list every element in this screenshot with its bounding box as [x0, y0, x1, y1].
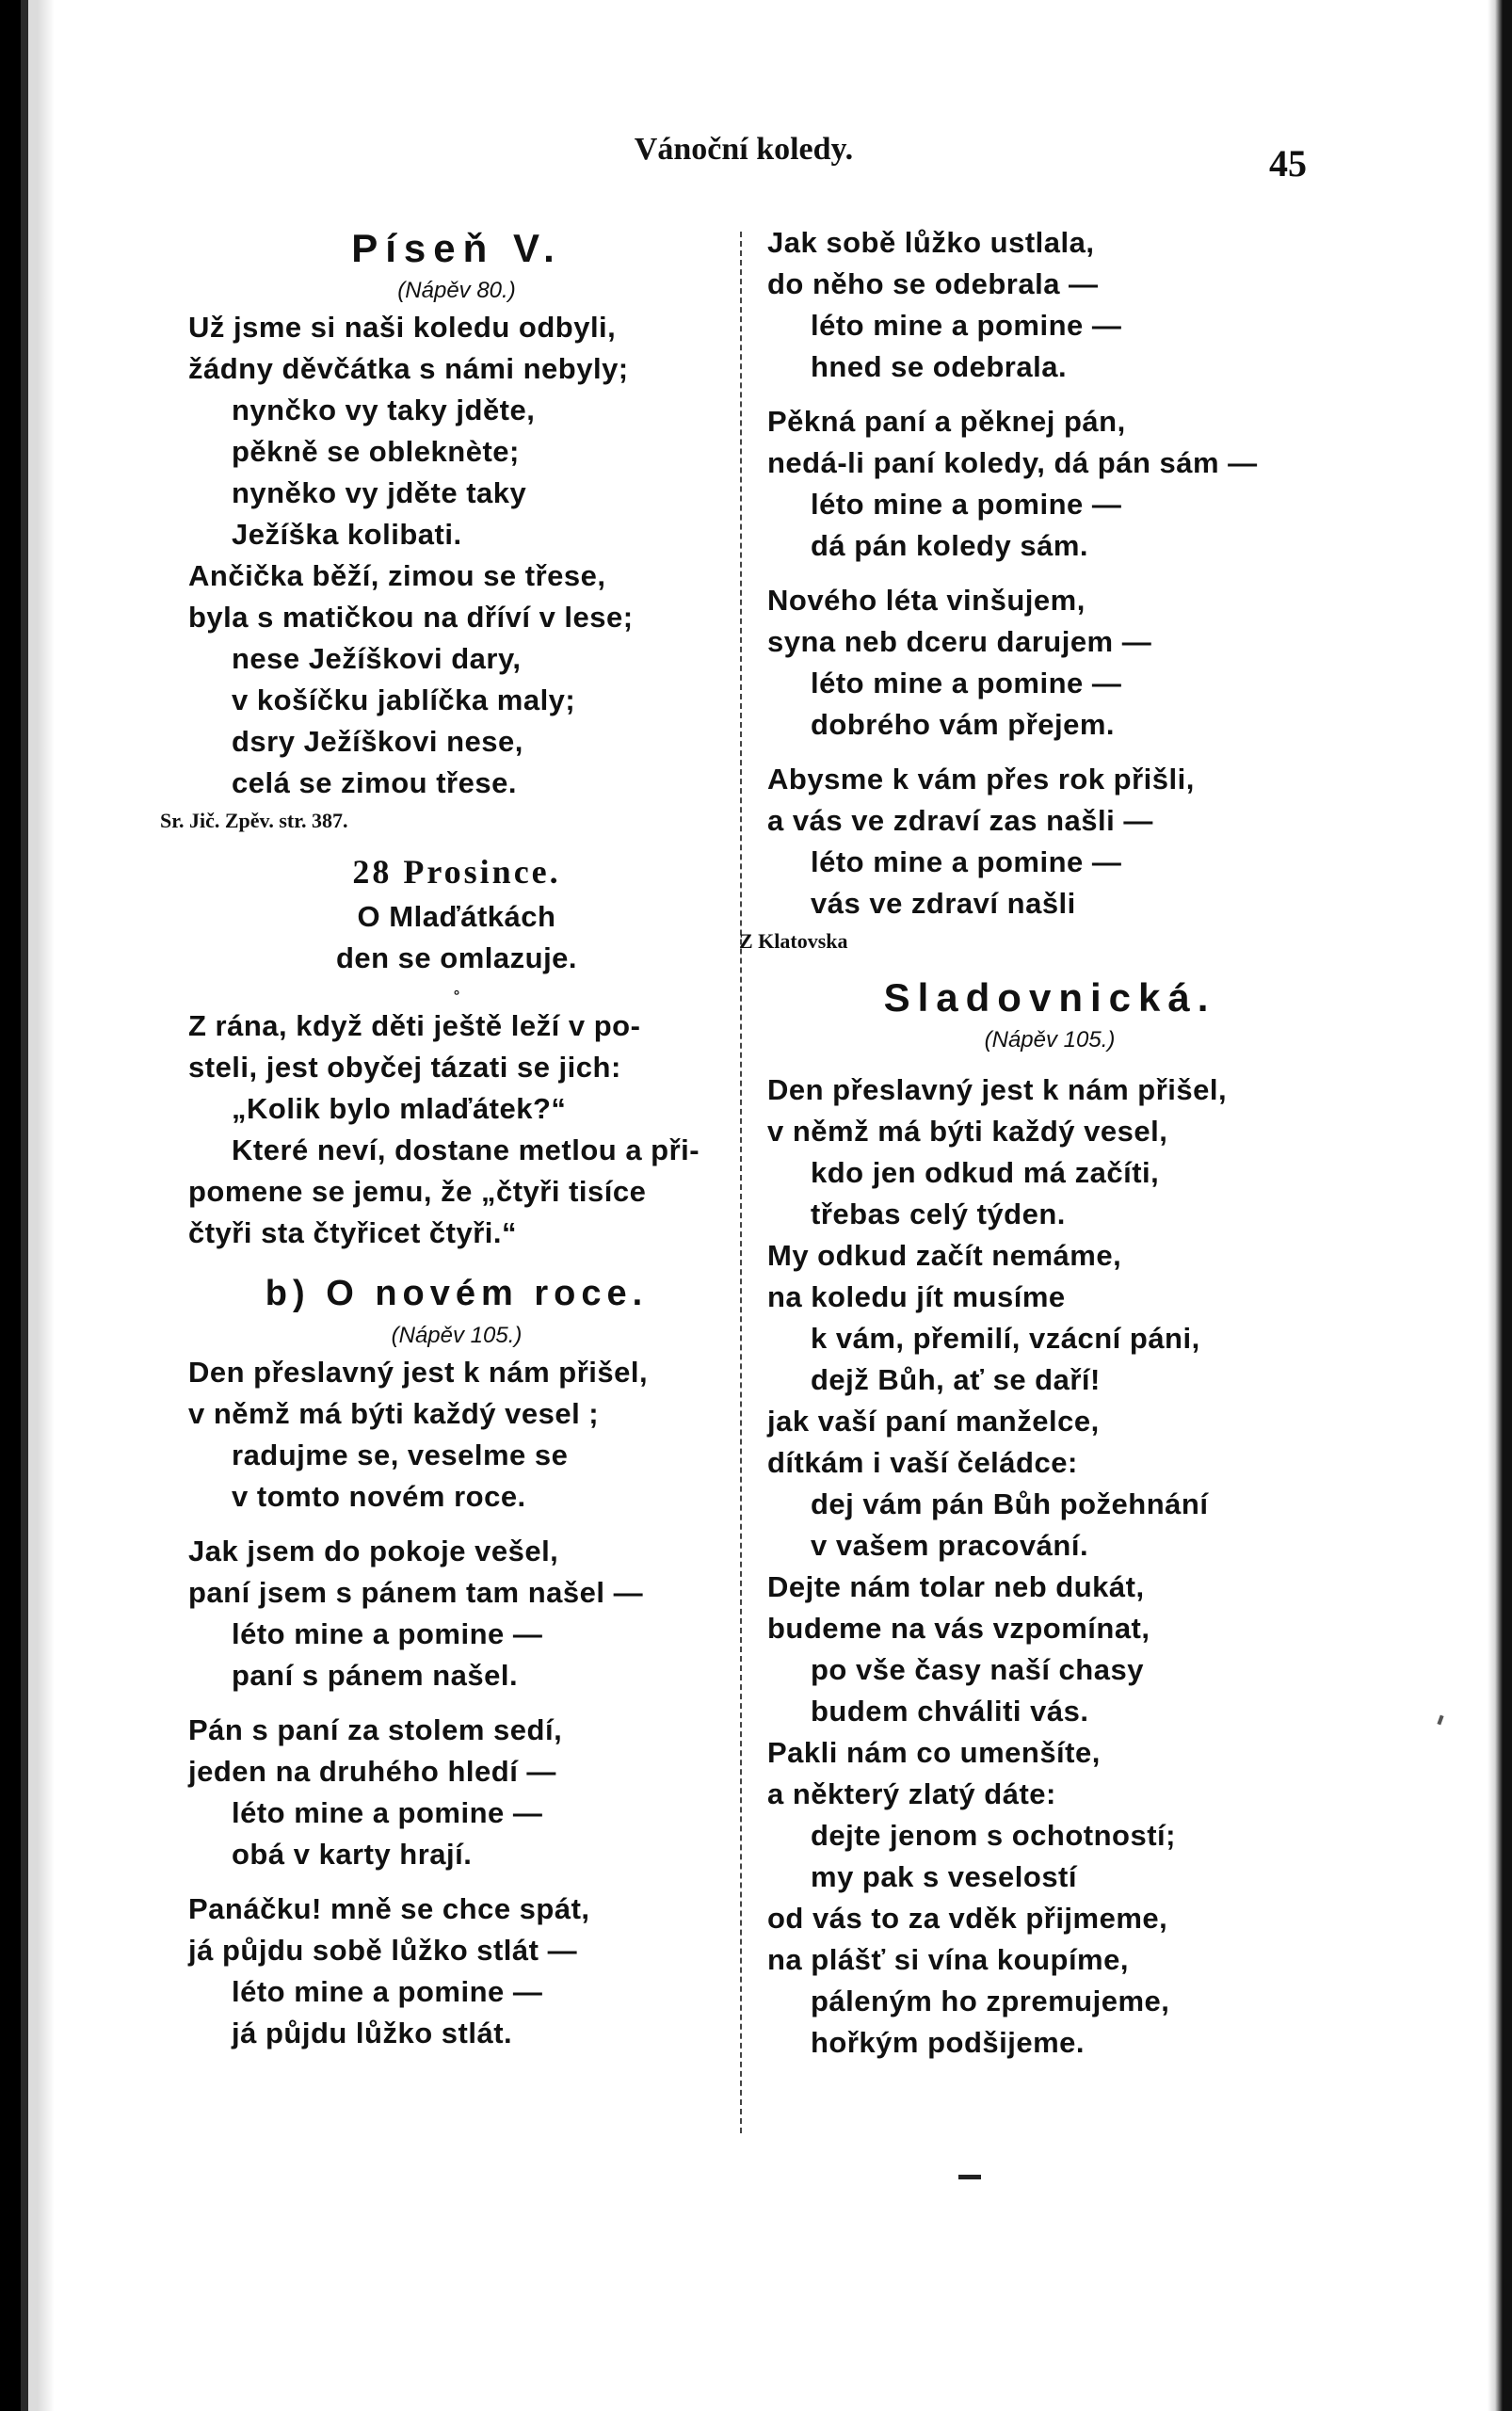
verse-line: Panáčku! mně se chce spát,: [188, 1892, 590, 1925]
verse-line: budeme na vás vzpomínat,: [767, 1612, 1150, 1645]
prose-line: Které neví, dostane metlou a při-: [232, 1133, 700, 1166]
verse-line: léto mine a pomine —: [811, 488, 1122, 521]
verse-line: Jak jsem do pokoje vešel,: [188, 1535, 559, 1567]
right-column: [739, 222, 1332, 2064]
verse-line: pěkně se obleknète;: [232, 435, 520, 468]
verse-line: Ančička běží, zimou se třese,: [188, 559, 606, 592]
verse-line: dobrého vám přejem.: [811, 708, 1116, 741]
verse-line: Ježíška kolibati.: [232, 518, 462, 551]
prose-line: pomene se jemu, že „čtyři tisíce: [188, 1175, 647, 1208]
printer-mark: [958, 2175, 981, 2179]
verse-line: jak vaší paní manželce,: [767, 1405, 1100, 1438]
verse-line: na koledu jít musíme: [767, 1280, 1066, 1313]
verse-line: hořkým podšijeme.: [811, 2026, 1086, 2059]
verse-line: jeden na druhého hledí —: [188, 1755, 556, 1788]
source-note: Z Klatovska: [739, 929, 848, 953]
verse-line: v tomto novém roce.: [232, 1480, 526, 1513]
verse-line: My odkud začít nemáme,: [767, 1239, 1122, 1272]
ornament-mark: ∘: [452, 983, 461, 1002]
verse-line: nedá-li paní koledy, dá pán sám —: [767, 446, 1258, 479]
song-title: Sladovnická.: [883, 975, 1216, 1020]
verse-line: nynčko vy taky jděte,: [232, 394, 536, 426]
verse-line: v němž má býti každý vesel,: [767, 1115, 1168, 1148]
section-subtitle: O Mlaďátkách: [357, 900, 556, 933]
verse-line: kdo jen odkud má začíti,: [811, 1156, 1160, 1189]
verse-line: dá pán koledy sám.: [811, 529, 1088, 562]
scan-speck: [1437, 1715, 1443, 1726]
verse-line: léto mine a pomine —: [232, 1975, 543, 2008]
left-column: [160, 222, 725, 2054]
verse-line: Jak sobě lůžko ustlala,: [767, 226, 1095, 259]
song-title: Píseň V.: [351, 226, 562, 270]
verse-line: byla s matičkou na dříví v lese;: [188, 601, 634, 634]
verse-line: třebas celý týden.: [811, 1197, 1066, 1230]
verse-line: od vás to za vděk přijmeme,: [767, 1902, 1168, 1935]
verse-line: já půjdu lůžko stlát.: [232, 2017, 513, 2049]
verse-line: já půjdu sobě lůžko stlát —: [188, 1934, 578, 1967]
verse-line: syna neb dceru darujem —: [767, 625, 1152, 658]
verse-line: léto mine a pomine —: [811, 845, 1122, 878]
verse-line: v vašem pracování.: [811, 1529, 1089, 1562]
tune-reference: (Nápěv 105.): [391, 1323, 523, 1348]
verse-line: my pak s veselostí: [811, 1860, 1077, 1893]
verse-line: hned se odebrala.: [811, 350, 1068, 383]
verse-line: Pakli nám co umenšíte,: [767, 1736, 1101, 1769]
verse-line: dsry Ježíškovi nese,: [232, 725, 523, 758]
verse-line: v němž má býti každý vesel ;: [188, 1397, 600, 1430]
prose-line: steli, jest obyčej tázati se jich:: [188, 1051, 621, 1084]
prose-line: „Kolik bylo mlaďátek?“: [232, 1092, 567, 1125]
verse-line: dítkám i vaší čeládce:: [767, 1446, 1078, 1479]
verse-line: léto mine a pomine —: [811, 309, 1122, 342]
verse-line: léto mine a pomine —: [232, 1796, 543, 1829]
tune-reference: (Nápěv 80.): [397, 278, 516, 303]
verse-line: a některý zlatý dáte:: [767, 1777, 1056, 1810]
verse-line: a vás ve zdraví zas našli —: [767, 804, 1153, 837]
verse-line: k vám, přemilí, vzácní páni,: [811, 1322, 1200, 1355]
verse-line: Abysme k vám přes rok přišli,: [767, 763, 1195, 796]
verse-line: dej vám pán Bůh požehnání: [811, 1487, 1209, 1520]
verse-line: dejte jenom s ochotností;: [811, 1819, 1176, 1852]
prose-line: čtyři sta čtyřicet čtyři.“: [188, 1216, 518, 1249]
verse-line: radujme se, veselme se: [232, 1439, 569, 1471]
page-number: 45: [1269, 142, 1307, 185]
verse-line: léto mine a pomine —: [232, 1617, 543, 1650]
verse-line: Den přeslavný jest k nám přišel,: [767, 1073, 1228, 1106]
prose-line: Z rána, když děti ještě leží v po-: [188, 1009, 641, 1042]
custom-description: [188, 1005, 725, 1254]
verse-line: vás ve zdraví našli: [811, 887, 1076, 920]
verse-line: po vše časy naší chasy: [811, 1653, 1144, 1686]
verse-line: celá se zimou třese.: [232, 766, 517, 799]
section-date-heading: 28 Prosince.: [352, 853, 561, 891]
verse-line: Pán s paní za stolem sedí,: [188, 1713, 563, 1746]
verse-line: paní jsem s pánem tam našel —: [188, 1576, 644, 1609]
verse-line: Pěkná paní a pěknej pán,: [767, 405, 1126, 438]
verse-line: léto mine a pomine —: [811, 667, 1122, 699]
verse-line: obá v karty hrají.: [232, 1838, 473, 1871]
song-title: b) O novém roce.: [265, 1274, 649, 1313]
verse-line: do něho se odebrala —: [767, 267, 1099, 300]
running-head: Vánoční koledy.: [634, 132, 854, 167]
verse-line: dejž Bůh, ať se daří!: [811, 1363, 1101, 1396]
verse-line: nese Ježíškovi dary,: [232, 642, 522, 675]
tune-reference: (Nápěv 105.): [984, 1027, 1116, 1053]
verse-line: Dejte nám tolar neb dukát,: [767, 1570, 1145, 1603]
source-note: Sr. Jič. Zpěv. str. 387.: [160, 809, 348, 832]
verse-line: žádny děvčátka s námi nebyly;: [188, 352, 629, 385]
verse-line: nyněko vy jděte taky: [232, 476, 527, 509]
column-divider: [740, 232, 742, 2133]
verse-line: páleným ho zpremujeme,: [811, 1985, 1170, 2017]
verse-line: Den přeslavný jest k nám přišel,: [188, 1356, 649, 1389]
verse-line: v košíčku jablíčka maly;: [232, 683, 576, 716]
verse-line: budem chváliti vás.: [811, 1695, 1089, 1728]
verse-line: paní s pánem našel.: [232, 1659, 519, 1692]
section-subtitle: den se omlazuje.: [335, 941, 578, 974]
verse-line: Už jsme si naši koledu odbyli,: [188, 311, 617, 344]
verse-line: na plášť si vína koupíme,: [767, 1943, 1129, 1976]
verse-line: Nového léta vinšujem,: [767, 584, 1086, 617]
